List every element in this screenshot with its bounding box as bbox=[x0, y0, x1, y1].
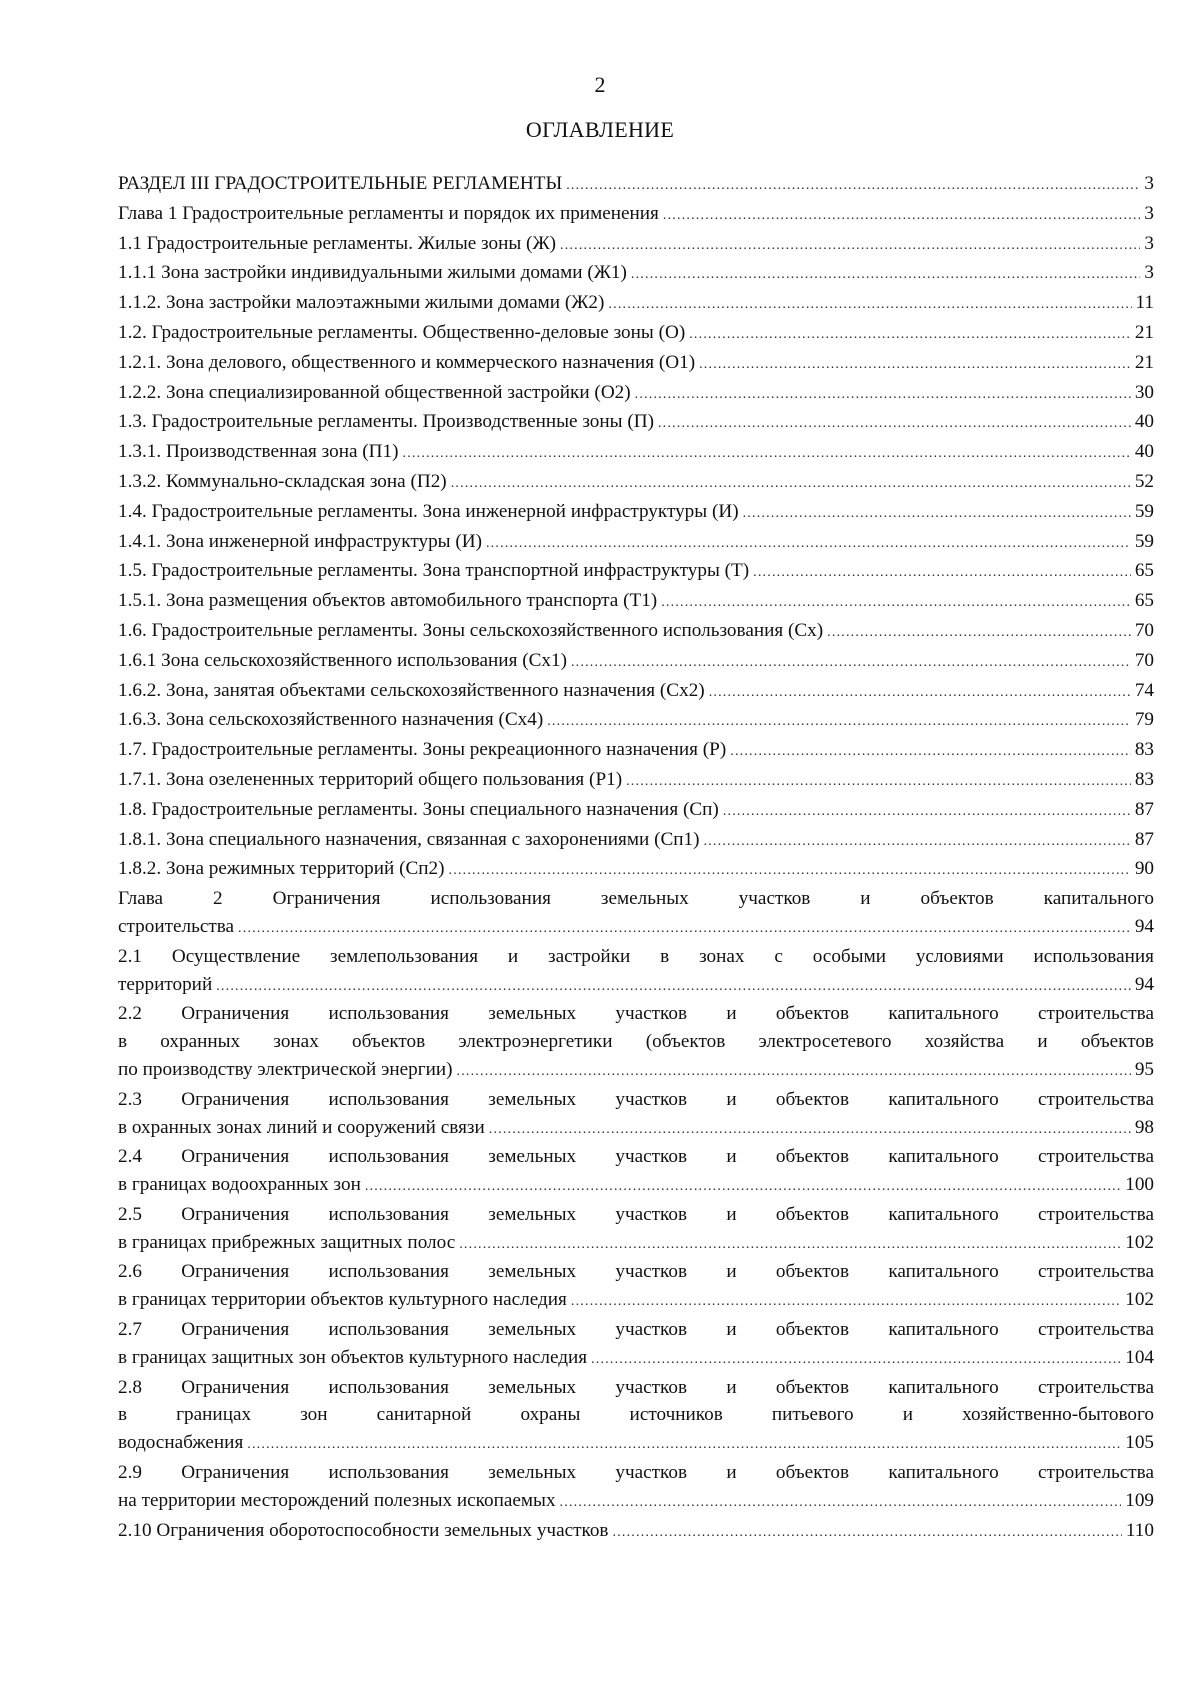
dot-leader bbox=[560, 232, 1140, 260]
dot-leader bbox=[247, 1431, 1121, 1459]
toc-entry[interactable] bbox=[118, 706, 1154, 736]
toc-entry-line: в охранных зонах объектов электроэнергетики (объектов электросетевого хозяйства и объектов bbox=[118, 1031, 1154, 1053]
toc-entry[interactable] bbox=[118, 943, 1154, 1001]
toc-entry[interactable] bbox=[118, 1201, 1154, 1259]
toc-entry-page: 3 bbox=[1144, 262, 1154, 284]
toc-entry[interactable] bbox=[118, 438, 1154, 468]
toc-entry-page: 59 bbox=[1134, 500, 1154, 522]
toc-entry-title: территорий bbox=[118, 973, 213, 995]
toc-entry-page: 70 bbox=[1134, 619, 1154, 641]
toc-entry-page: 102 bbox=[1125, 1289, 1154, 1311]
dot-leader bbox=[704, 828, 1131, 856]
toc-entry-title: 1.2. Градостроительные регламенты. Общественно-деловые зоны (О) bbox=[118, 321, 686, 343]
dot-leader bbox=[613, 1519, 1122, 1547]
toc-entry-page: 98 bbox=[1134, 1116, 1154, 1138]
dot-leader bbox=[365, 1173, 1121, 1201]
toc-entry[interactable] bbox=[118, 1143, 1154, 1201]
toc-entry-line: 2.8 Ограничения использования земельных участков и объектов капитального строительства bbox=[118, 1376, 1154, 1398]
toc-entry-line: 2.2 Ограничения использования земельных участков и объектов капитального строительства bbox=[118, 1003, 1154, 1025]
toc-entry-title: 1.1.1 Зона застройки индивидуальными жилыми домами (Ж1) bbox=[118, 262, 627, 284]
dot-leader bbox=[689, 321, 1131, 349]
toc-entry-title: в охранных зонах линий и сооружений связи bbox=[118, 1116, 485, 1138]
toc-entry[interactable] bbox=[118, 468, 1154, 498]
toc-entry-page: 83 bbox=[1134, 739, 1154, 761]
toc-entry-page: 87 bbox=[1134, 798, 1154, 820]
dot-leader bbox=[457, 1058, 1131, 1086]
toc-entry-title: в границах прибрежных защитных полос bbox=[118, 1231, 456, 1253]
toc-entry[interactable] bbox=[118, 528, 1154, 558]
dot-leader bbox=[459, 1231, 1121, 1259]
toc-entry-title: 1.3. Градостроительные регламенты. Производственные зоны (П) bbox=[118, 411, 654, 433]
dot-leader bbox=[486, 530, 1131, 558]
toc-entry-title: по производству электрической энергии) bbox=[118, 1058, 453, 1080]
toc-entry-line: 2.9 Ограничения использования земельных участков и объектов капитального строительства bbox=[118, 1462, 1154, 1484]
toc-entry-page: 100 bbox=[1125, 1174, 1154, 1196]
toc-entry-title: 1.7.1. Зона озелененных территорий общего пользования (Р1) bbox=[118, 768, 623, 790]
toc-entry-title: 1.8.2. Зона режимных территорий (Сп2) bbox=[118, 858, 445, 880]
dot-leader bbox=[709, 679, 1131, 707]
toc-entry-title: 1.6.2. Зона, занятая объектами сельскохозяйственного назначения (Сх2) bbox=[118, 679, 705, 701]
toc-entry-title: в границах территории объектов культурного наследия bbox=[118, 1289, 567, 1311]
dot-leader bbox=[631, 261, 1141, 289]
toc-entry-page: 11 bbox=[1135, 292, 1154, 314]
toc-entry-page: 70 bbox=[1134, 649, 1154, 671]
toc-entry-page: 3 bbox=[1144, 202, 1154, 224]
toc-entry-line: 2.4 Ограничения использования земельных участков и объектов капитального строительства bbox=[118, 1146, 1154, 1168]
toc-entry[interactable] bbox=[118, 379, 1154, 409]
toc-entry[interactable] bbox=[118, 617, 1154, 647]
toc-entry[interactable] bbox=[118, 736, 1154, 766]
toc-entry-title: 1.3.2. Коммунально-складская зона (П2) bbox=[118, 470, 447, 492]
toc-entry-line: 2.6 Ограничения использования земельных участков и объектов капитального строительства bbox=[118, 1261, 1154, 1283]
dot-leader bbox=[566, 172, 1140, 200]
toc-entry[interactable] bbox=[118, 647, 1154, 677]
toc-entry[interactable] bbox=[118, 796, 1154, 826]
toc-entry-title: 1.6.3. Зона сельскохозяйственного назначения (Сх4) bbox=[118, 709, 544, 731]
dot-leader bbox=[699, 351, 1131, 379]
toc-entry-title: 1.2.2. Зона специализированной общественной застройки (О2) bbox=[118, 381, 631, 403]
toc-entry-page: 3 bbox=[1144, 232, 1154, 254]
dot-leader bbox=[547, 708, 1131, 736]
toc-entry[interactable] bbox=[118, 766, 1154, 796]
toc-entry[interactable] bbox=[118, 1316, 1154, 1374]
toc-entry-line: 2.3 Ограничения использования земельных участков и объектов капитального строительства bbox=[118, 1088, 1154, 1110]
toc-entry-title: 1.8. Градостроительные регламенты. Зоны специального назначения (Сп) bbox=[118, 798, 719, 820]
dot-leader bbox=[560, 1489, 1122, 1517]
toc-entry-page: 83 bbox=[1134, 768, 1154, 790]
toc-entry-line: в границах зон санитарной охраны источников питьевого и хозяйственно-бытового bbox=[118, 1404, 1154, 1426]
dot-leader bbox=[661, 589, 1131, 617]
page-number: 2 bbox=[594, 72, 606, 97]
dot-leader bbox=[658, 410, 1131, 438]
toc-entry-title: РАЗДЕЛ III ГРАДОСТРОИТЕЛЬНЫЕ РЕГЛАМЕНТЫ bbox=[118, 173, 563, 194]
toc-entry-page: 104 bbox=[1125, 1346, 1154, 1368]
toc-entry-page: 21 bbox=[1134, 321, 1154, 343]
toc-entry-title: 1.4.1. Зона инженерной инфраструктуры (И) bbox=[118, 530, 482, 552]
toc-entry-title: в границах защитных зон объектов культурного наследия bbox=[118, 1346, 588, 1368]
toc-entry-page: 65 bbox=[1134, 560, 1154, 582]
table-of-contents bbox=[118, 170, 1154, 1546]
toc-entry-page: 74 bbox=[1134, 679, 1154, 701]
toc-entry-page: 21 bbox=[1134, 351, 1154, 373]
toc-entry[interactable] bbox=[118, 677, 1154, 707]
dot-leader bbox=[626, 768, 1131, 796]
toc-entry[interactable] bbox=[118, 259, 1154, 289]
toc-entry-page: 65 bbox=[1134, 590, 1154, 612]
toc-entry-page: 79 bbox=[1134, 709, 1154, 731]
dot-leader bbox=[216, 973, 1131, 1001]
dot-leader bbox=[591, 1346, 1121, 1374]
toc-entry[interactable] bbox=[118, 319, 1154, 349]
toc-entry[interactable] bbox=[118, 885, 1154, 943]
toc-entry-page: 3 bbox=[1144, 173, 1154, 194]
toc-entry[interactable] bbox=[118, 826, 1154, 856]
toc-entry-page: 94 bbox=[1134, 915, 1154, 937]
toc-entry-title: водоснабжения bbox=[118, 1432, 244, 1454]
toc-title: ОГЛАВЛЕНИЕ bbox=[525, 117, 675, 142]
toc-entry-title: 1.2.1. Зона делового, общественного и коммерческого назначения (О1) bbox=[118, 351, 696, 373]
dot-leader bbox=[663, 202, 1141, 230]
toc-entry[interactable] bbox=[118, 1517, 1154, 1547]
dot-leader bbox=[723, 798, 1131, 826]
dot-leader bbox=[403, 440, 1131, 468]
toc-entry-line: 2.5 Ограничения использования земельных участков и объектов капитального строительства bbox=[118, 1203, 1154, 1225]
toc-entry-page: 105 bbox=[1125, 1432, 1154, 1454]
toc-entry-title: 1.6. Градостроительные регламенты. Зоны сельскохозяйственного использования (Сх) bbox=[118, 619, 824, 641]
toc-entry[interactable] bbox=[118, 1459, 1154, 1517]
dot-leader bbox=[489, 1116, 1131, 1144]
dot-leader bbox=[730, 738, 1131, 766]
dot-leader bbox=[743, 500, 1131, 528]
toc-entry[interactable] bbox=[118, 587, 1154, 617]
toc-entry-page: 95 bbox=[1134, 1058, 1154, 1080]
dot-leader bbox=[449, 857, 1131, 885]
toc-entry-title: 1.8.1. Зона специального назначения, связанная с захоронениями (Сп1) bbox=[118, 828, 700, 850]
toc-entry-page: 59 bbox=[1134, 530, 1154, 552]
dot-leader bbox=[753, 559, 1131, 587]
toc-entry[interactable] bbox=[118, 1086, 1154, 1144]
toc-entry-line: 2.1 Осуществление землепользования и застройки в зонах с особыми условиями использования bbox=[118, 945, 1154, 967]
toc-entry-title: Глава 1 Градостроительные регламенты и порядок их применения bbox=[118, 202, 659, 224]
toc-entry[interactable] bbox=[118, 1374, 1154, 1459]
toc-entry[interactable] bbox=[118, 557, 1154, 587]
dot-leader bbox=[827, 619, 1131, 647]
dot-leader bbox=[238, 915, 1131, 943]
dot-leader bbox=[608, 291, 1131, 319]
toc-entry-page: 110 bbox=[1125, 1519, 1154, 1541]
toc-entry-title: 1.5.1. Зона размещения объектов автомобильного транспорта (Т1) bbox=[118, 590, 658, 612]
toc-entry-page: 40 bbox=[1134, 411, 1154, 433]
toc-entry-page: 30 bbox=[1134, 381, 1154, 403]
toc-entry-title: 1.4. Градостроительные регламенты. Зона инженерной инфраструктуры (И) bbox=[118, 500, 739, 522]
toc-entry-page: 90 bbox=[1134, 858, 1154, 880]
toc-entry-title: в границах водоохранных зон bbox=[118, 1174, 361, 1196]
toc-entry[interactable] bbox=[118, 230, 1154, 260]
toc-entry[interactable] bbox=[118, 408, 1154, 438]
toc-entry-title: 1.7. Градостроительные регламенты. Зоны рекреационного назначения (Р) bbox=[118, 739, 727, 761]
dot-leader bbox=[635, 381, 1131, 409]
toc-entry-title: 1.5. Градостроительные регламенты. Зона транспортной инфраструктуры (Т) bbox=[118, 560, 750, 582]
toc-entry-page: 52 bbox=[1134, 470, 1154, 492]
toc-entry-line: 2.7 Ограничения использования земельных участков и объектов капитального строительства bbox=[118, 1319, 1154, 1341]
toc-entry[interactable] bbox=[118, 1000, 1154, 1085]
toc-entry[interactable] bbox=[118, 170, 1154, 200]
dot-leader bbox=[571, 1288, 1121, 1316]
toc-entry-page: 94 bbox=[1134, 973, 1154, 995]
toc-entry-title: на территории месторождений полезных ископаемых bbox=[118, 1489, 556, 1511]
toc-entry-page: 40 bbox=[1134, 441, 1154, 463]
toc-entry[interactable] bbox=[118, 498, 1154, 528]
toc-entry-page: 109 bbox=[1125, 1489, 1154, 1511]
toc-entry-page: 87 bbox=[1134, 828, 1154, 850]
toc-entry-line: Глава 2 Ограничения использования земельных участков и объектов капитального bbox=[118, 888, 1154, 910]
toc-entry[interactable] bbox=[118, 1258, 1154, 1316]
toc-entry-title: 1.3.1. Производственная зона (П1) bbox=[118, 441, 399, 463]
toc-entry-page: 102 bbox=[1125, 1231, 1154, 1253]
toc-entry[interactable] bbox=[118, 349, 1154, 379]
dot-leader bbox=[451, 470, 1131, 498]
dot-leader bbox=[571, 649, 1131, 677]
toc-entry-title: строительства bbox=[118, 915, 235, 937]
toc-entry-title: 1.1.2. Зона застройки малоэтажными жилыми домами (Ж2) bbox=[118, 292, 605, 314]
toc-entry-title: 1.1 Градостроительные регламенты. Жилые зоны (Ж) bbox=[118, 232, 557, 254]
toc-entry[interactable] bbox=[118, 855, 1154, 885]
toc-entry-title: 1.6.1 Зона сельскохозяйственного использования (Сх1) bbox=[118, 649, 567, 671]
toc-entry[interactable] bbox=[118, 289, 1154, 319]
toc-entry[interactable] bbox=[118, 200, 1154, 230]
toc-entry-title: 2.10 Ограничения оборотоспособности земельных участков bbox=[118, 1519, 609, 1541]
